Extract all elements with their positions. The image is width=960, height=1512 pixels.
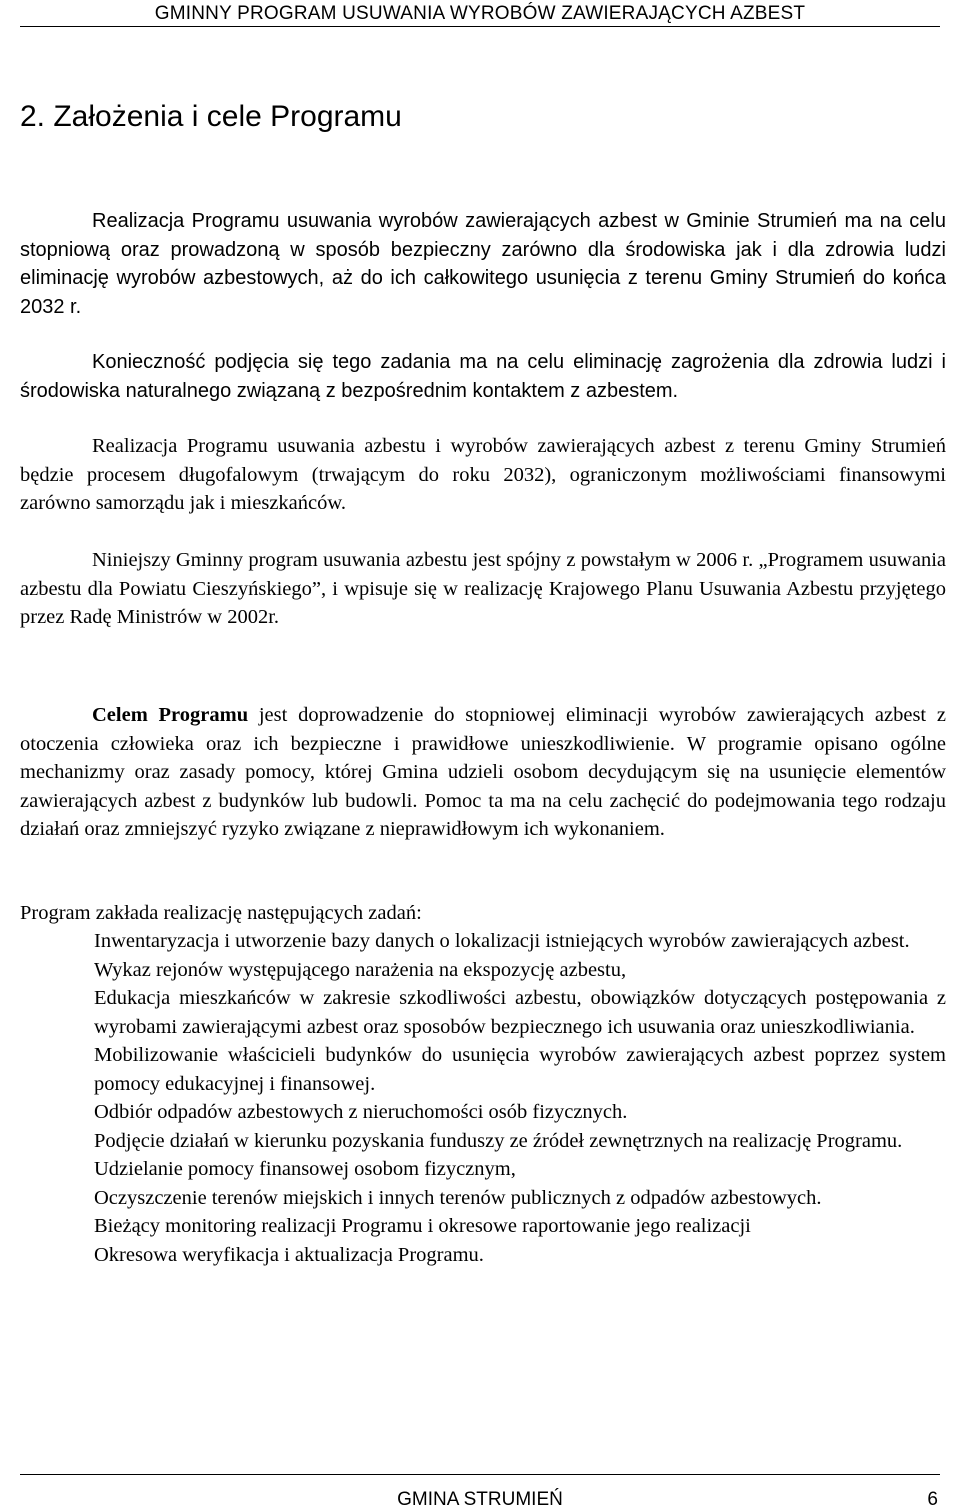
section-title: 2. Założenia i cele Programu xyxy=(20,100,402,133)
list-item: Edukacja mieszkańców w zakresie szkodliwości azbestu, obowiązków dotyczących postępowania z wyrobami zawierającymi azbest oraz sposobów bezpiecznego ich usuwania oraz unieszkodliwiania. xyxy=(94,987,946,1038)
page-footer xyxy=(20,1474,940,1512)
goal-label: Celem Programu xyxy=(92,704,249,726)
page-number: 6 xyxy=(927,1489,938,1510)
page-header xyxy=(20,2,940,27)
list-item: Inwentaryzacja i utworzenie bazy danych o lokalizacji istniejących wyrobów zawierających azbest. xyxy=(94,930,910,952)
paragraph-goal xyxy=(20,701,946,844)
paragraph-necessity: Konieczność podjęcia się tego zadania ma na celu eliminację zagrożenia dla zdrowia ludzi i środowiska naturalnego związaną z bezpośrednim kontaktem z azbestem. xyxy=(20,351,946,402)
tasks-intro: Program zakłada realizację następujących zadań: xyxy=(20,902,422,924)
list-item: Podjęcie działań w kierunku pozyskania funduszy ze źródeł zewnętrznych na realizację Programu. xyxy=(94,1129,903,1152)
list-item: Mobilizowanie właścicieli budynków do usunięcia wyrobów zawierających azbest poprzez system pomocy edukacyjnej i finansowej. xyxy=(94,1044,946,1095)
list-item: Bieżący monitoring realizacji Programu i okresowe raportowanie jego realizacji xyxy=(94,1215,751,1237)
footer-label: GMINA STRUMIEŃ xyxy=(397,1489,563,1510)
list-item: Odbiór odpadów azbestowych z nieruchomości osób fizycznych. xyxy=(94,1101,628,1123)
list-item: Udzielanie pomocy finansowej osobom fizycznym, xyxy=(94,1158,516,1180)
paragraph-intro: Realizacja Programu usuwania wyrobów zawierających azbest w Gminie Strumień ma na celu stopniową oraz prowadzoną w sposób bezpieczny zarówno dla środowiska jak i dla zdrowia ludzi eliminację wyrobów azbestowych, aż do ich całkowitego usunięcia z terenu Gminy Strumień do końca 2032 r. xyxy=(20,210,946,318)
paragraph-consistency: Niniejszy Gminny program usuwania azbestu jest spójny z powstałym w 2006 r. „Programem usuwania azbestu dla Powiatu Cieszyńskiego”, i wpisuje się w realizację Krajowego Planu Usuwania Azbestu przyjętego przez Radę Ministrów w 2002r. xyxy=(20,549,946,628)
header-title: GMINNY PROGRAM USUWANIA WYROBÓW ZAWIERAJĄCYCH AZBEST xyxy=(154,3,806,24)
paragraph-realization: Realizacja Programu usuwania azbestu i wyrobów zawierających azbest z terenu Gminy Strumień będzie procesem długofalowym (trwającym do roku 2032), ograniczonym możliwościami finansowymi zarówno samorządu jak i mieszkańców. xyxy=(20,435,946,514)
goal-text: jest doprowadzenie do stopniowej eliminacji wyrobów zawierających azbest z otoczenia człowieka oraz ich bezpieczne i prawidłowe unieszkodliwienie. W programie opisano ogólne mechanizmy oraz zasady pomocy, której Gmina udzieli osobom decydującym się na usunięcie elementów zawierających azbest z budynków lub budowli. Pomoc ta ma na celu zachęcić do podejmowania tego rodzaju działań oraz zmniejszyć ryzyko związane z nieprawidłowym ich wykonaniem. xyxy=(20,704,946,840)
list-item: Wykaz rejonów występującego narażenia na ekspozycję azbestu, xyxy=(94,958,627,981)
list-item: Oczyszczenie terenów miejskich i innych terenów publicznych z odpadów azbestowych. xyxy=(94,1186,822,1209)
list-item: Okresowa weryfikacja i aktualizacja Programu. xyxy=(94,1243,484,1266)
tasks-list xyxy=(94,927,946,1269)
